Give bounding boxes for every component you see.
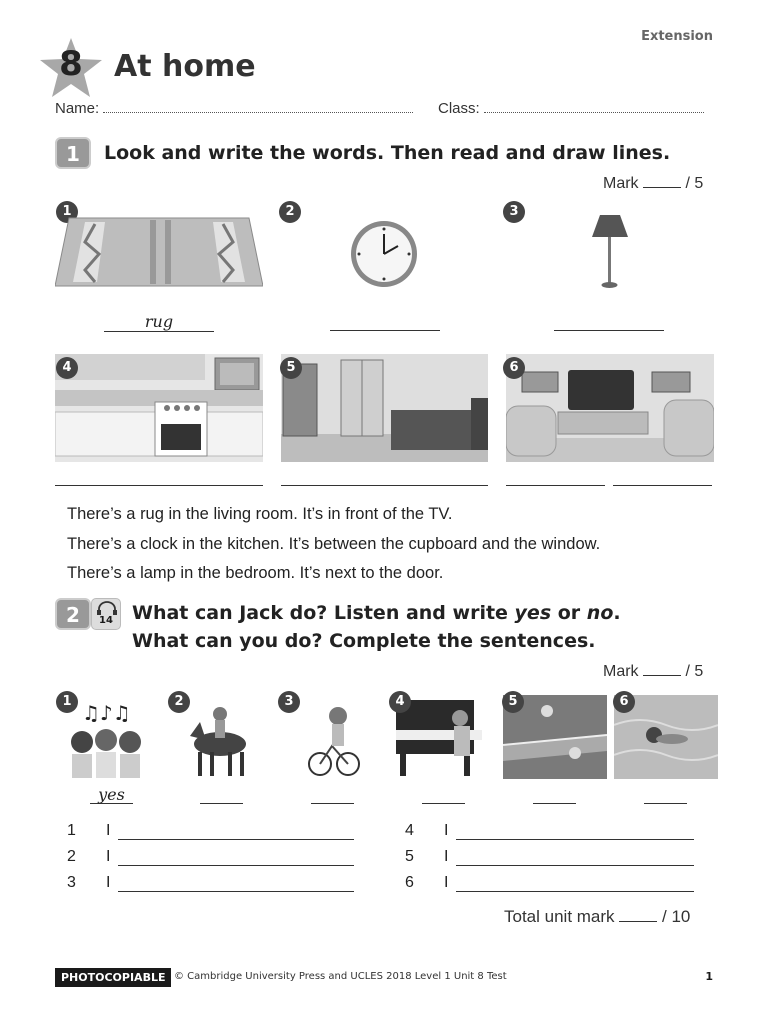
answer-line-1[interactable]: rug [104,312,214,332]
track-number: 14 [99,615,113,626]
answer-line-6b[interactable] [613,485,712,486]
section1-mark [603,174,703,193]
class-dotted-line[interactable] [484,101,704,113]
mark-blank[interactable] [643,174,681,188]
sentence-start: I [106,848,111,865]
item-number: 6 [613,691,635,713]
sentence-row-number: 6 [405,874,414,891]
photocopiable-tag: PHOTOCOPIABLE [55,968,171,987]
class-label: Class: [438,100,480,117]
item-number: 5 [502,691,524,713]
item-number: 4 [56,357,78,379]
item-number: 6 [503,357,525,379]
sentence-start: I [444,848,449,865]
item-number: 2 [168,691,190,713]
item-number: 3 [278,691,300,713]
sentence-line-1[interactable] [118,839,354,840]
instruction-or: or [551,602,587,624]
copyright-text: © Cambridge University Press and UCLES 2018 Level 1 Unit 8 Test [174,971,507,982]
yes-no-answer-5[interactable] [533,803,576,804]
sentence-3: There’s a lamp in the bedroom. It’s next to the door. [67,564,444,582]
page-number: 1 [705,970,713,983]
item-number: 3 [503,201,525,223]
sentence-row-number: 3 [67,874,76,891]
sentence-row-number: 4 [405,822,414,839]
class-field[interactable] [438,100,704,117]
sentence-row-number: 2 [67,848,76,865]
name-field[interactable] [55,100,413,117]
singing-picture [60,700,150,782]
living-room-picture [506,354,714,462]
kitchen-picture [55,354,263,462]
audio-track [91,598,121,630]
answer-line-3[interactable] [554,330,664,331]
sentence-start: I [106,874,111,891]
lamp-picture [590,213,630,289]
headphones-icon [93,600,121,616]
section1-instruction: Look and write the words. Then read and draw lines. [104,142,671,164]
total-unit-mark [504,907,690,927]
bedroom-picture [281,354,488,462]
yes-no-answer-2[interactable] [200,803,243,804]
sentence-row-number: 5 [405,848,414,865]
item-number: 4 [389,691,411,713]
sentence-1: There’s a rug in the living room. It’s in front of the TV. [67,505,453,523]
mark-label: Mark [603,663,639,680]
answer-line-2[interactable] [330,330,440,331]
instruction-no: no [586,602,614,624]
yes-no-answer-3[interactable] [311,803,354,804]
rug-picture [55,214,263,290]
yes-no-answer-4[interactable] [422,803,465,804]
item-number: 1 [56,691,78,713]
answer-line-5[interactable] [281,485,488,486]
item-number: 5 [280,357,302,379]
sentence-start: I [106,822,111,839]
section2-instruction-2: What can you do? Complete the sentences. [132,630,596,652]
answer-line-6a[interactable] [506,485,605,486]
sentence-line-3[interactable] [118,891,354,892]
sentence-row-number: 1 [67,822,76,839]
section2-instruction-1 [132,602,621,624]
mark-total: / 5 [685,663,704,680]
yes-no-answer-1[interactable]: yes [90,786,133,804]
section2-badge: 2 [55,598,91,630]
mark-blank[interactable] [643,662,681,676]
total-blank[interactable] [619,908,657,922]
sentence-start: I [444,822,449,839]
extension-label: Extension [641,29,713,44]
sentence-line-2[interactable] [118,865,354,866]
section2-mark [603,662,703,681]
sentence-2: There’s a clock in the kitchen. It’s between the cupboard and the window. [67,535,601,553]
sentence-line-5[interactable] [456,865,694,866]
page-title: At home [114,49,256,84]
total-of: / 10 [662,907,691,926]
horse-riding-picture [180,702,258,780]
mark-label: Mark [603,175,639,192]
item-number: 2 [279,201,301,223]
instruction-yes: yes [514,602,552,624]
instruction-dot: . [613,602,621,624]
yes-no-answer-6[interactable] [644,803,687,804]
section1-badge: 1 [55,137,91,169]
cycling-picture [308,704,360,778]
item-number: 1 [56,201,78,223]
instruction-text: What can Jack do? Listen and write [132,602,515,624]
svg-text:♫♪♫: ♫♪♫ [82,701,131,725]
unit-number: 8 [59,44,83,84]
sentence-line-4[interactable] [456,839,694,840]
name-label: Name: [55,100,100,117]
sentence-line-6[interactable] [456,891,694,892]
total-label: Total unit mark [504,907,615,926]
clock-picture [346,218,422,290]
name-dotted-line[interactable] [103,101,413,113]
mark-total: / 5 [685,175,704,192]
answer-line-4[interactable] [55,485,263,486]
sentence-start: I [444,874,449,891]
